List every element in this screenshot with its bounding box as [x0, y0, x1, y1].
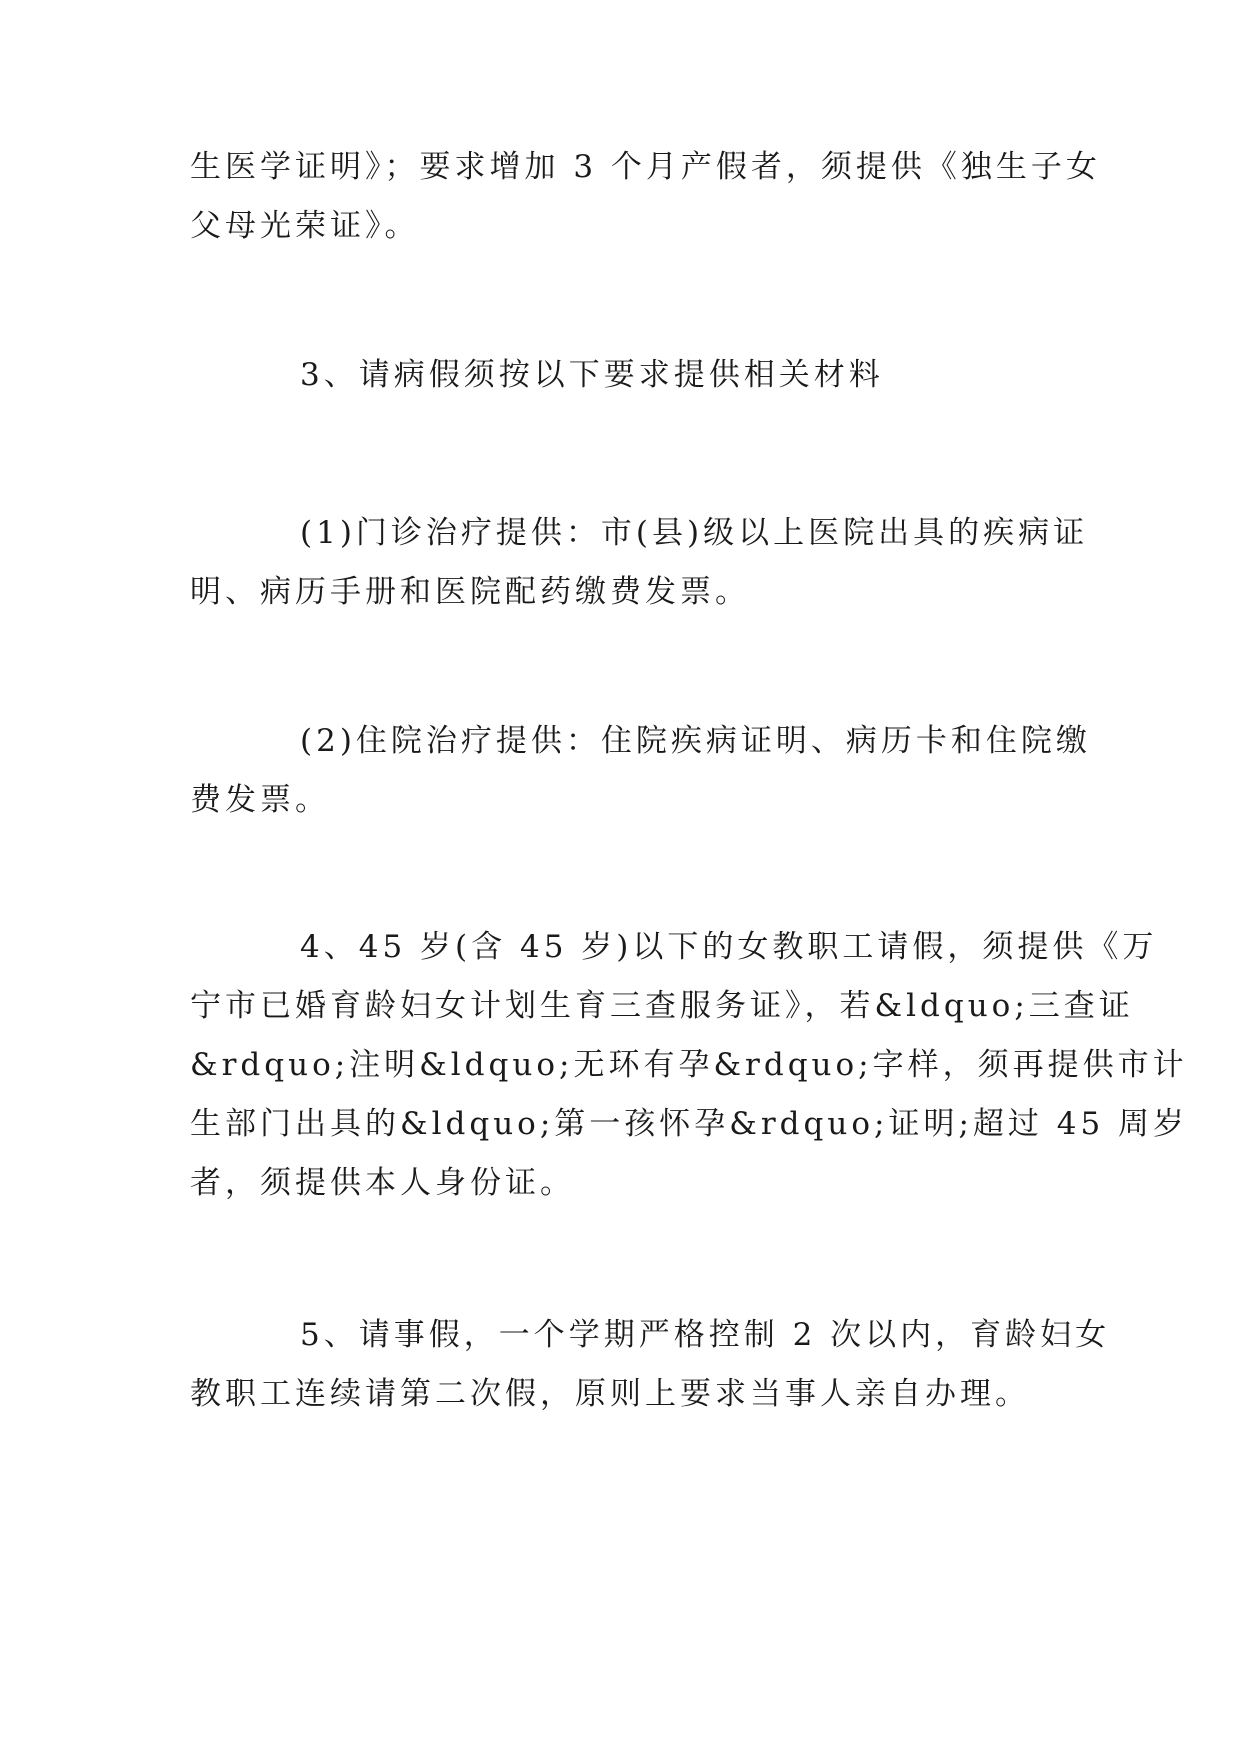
text-line: 明、病历手册和医院配药缴费发票。 [190, 574, 750, 610]
paragraph-outpatient [190, 504, 1089, 622]
text-line: (1)门诊治疗提供：市(县)级以上医院出具的疾病证 [300, 515, 1089, 551]
text-line: &rdquo;注明&ldquo;无环有孕&rdquo;字样，须再提供市计 [190, 1047, 1188, 1083]
text-line: 4、45 岁(含 45 岁)以下的女教职工请假，须提供《万 [300, 929, 1158, 965]
text-line: 5、请事假，一个学期严格控制 2 次以内，育龄妇女 [300, 1317, 1111, 1353]
text-line: 宁市已婚育龄妇女计划生育三查服务证》，若&ldquo;三查证 [190, 988, 1134, 1024]
text-line: 生医学证明》；要求增加 3 个月产假者，须提供《独生子女 [190, 149, 1101, 185]
paragraph-female-staff-leave [190, 918, 1189, 1213]
paragraph-sick-leave-heading [190, 346, 1052, 405]
paragraph-inpatient [190, 712, 1091, 830]
paragraph-personal-leave [190, 1306, 1111, 1424]
paragraph-maternity-continued [190, 138, 1101, 256]
text-line: 3、请病假须按以下要求提供相关材料 [300, 357, 884, 393]
text-line: (2)住院治疗提供：住院疾病证明、病历卡和住院缴 [300, 723, 1091, 759]
text-line: 生部门出具的&ldquo;第一孩怀孕&rdquo;证明;超过 45 周岁 [190, 1106, 1189, 1142]
text-line: 父母光荣证》。 [190, 208, 420, 244]
text-line: 教职工连续请第二次假，原则上要求当事人亲自办理。 [190, 1376, 1030, 1412]
text-line: 者，须提供本人身份证。 [190, 1165, 575, 1201]
text-line: 费发票。 [190, 782, 330, 818]
